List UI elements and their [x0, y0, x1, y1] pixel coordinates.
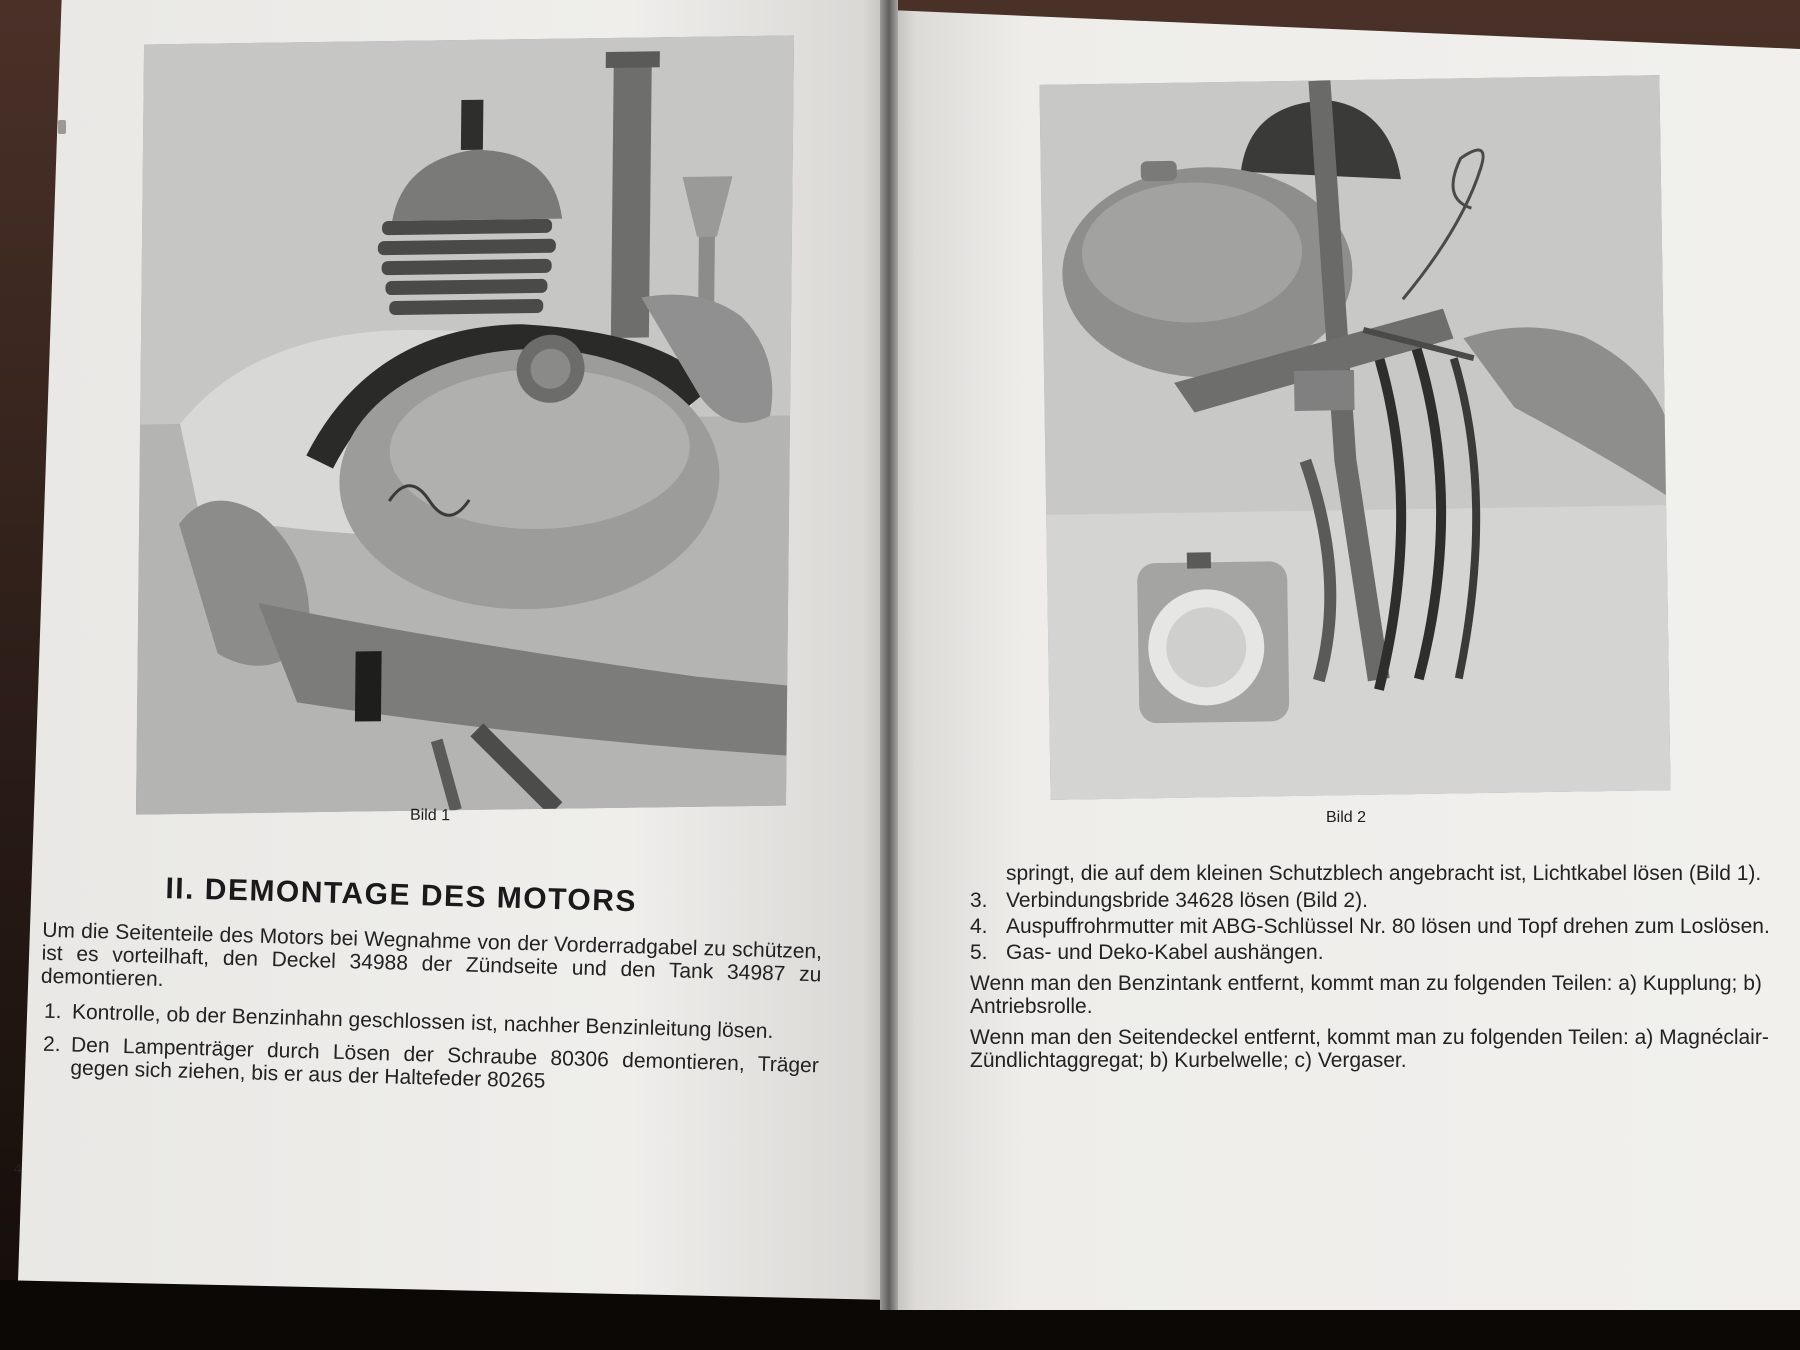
list-item	[970, 941, 1782, 964]
step-number: 2.	[42, 1032, 61, 1057]
figure-1-photo	[136, 35, 794, 814]
list-item	[970, 915, 1782, 938]
step-number: 1.	[43, 999, 62, 1024]
book-gutter	[880, 0, 898, 1310]
step-text: Verbindungsbride 34628 lösen (Bild 2).	[1006, 889, 1368, 912]
steps-list-left	[14, 999, 820, 1100]
step-number: 3.	[970, 889, 988, 912]
section-title: II. DEMONTAGE DES MOTORS	[165, 872, 638, 919]
figure-2-caption: Bild 2	[1326, 809, 1367, 826]
right-page-text	[970, 862, 1790, 1072]
step-text: Den Lampenträger durch Lösen der Schraube 80306 demontieren, Träger gegen sich ziehen, bis er aus der Haltefeder 80265	[70, 1033, 820, 1093]
page-number: 4	[14, 1160, 22, 1176]
steps-list-right	[970, 889, 1790, 964]
step-text: Auspuffrohrmutter mit ABG-Schlüssel Nr. 80 lösen und Topf drehen zum Loslösen.	[1006, 915, 1770, 938]
step-text: Gas- und Deko-Kabel aushängen.	[1006, 941, 1324, 964]
intro-paragraph: Um die Seitenteile des Motors bei Wegnahme von der Vorderradgabel zu schützen, ist es vorteilhaft, den Deckel 34988 der Zündseite und den Tank 34987 zu demontieren.	[40, 918, 823, 992]
side-cover-paragraph: Wenn man den Seitendeckel entfernt, kommt man zu folgenden Teilen: a) Magnéclair-Zündlichtaggregat; b) Kurbelwelle; c) Vergaser.	[970, 1026, 1769, 1072]
page-mark	[58, 120, 66, 134]
left-page-text	[14, 868, 823, 1110]
tank-removal-paragraph: Wenn man den Benzintank entfernt, kommt man zu folgenden Teilen: a) Kupplung; b) Antriebsrolle.	[970, 972, 1762, 1018]
step-number: 4.	[970, 915, 988, 938]
list-item	[970, 889, 1782, 912]
continuation-text: springt, die auf dem kleinen Schutzblech angebracht ist, Lichtkabel lösen (Bild 1).	[1006, 862, 1762, 885]
step-text: Kontrolle, ob der Benzinhahn geschlossen ist, nachher Benzinleitung lösen.	[71, 1000, 774, 1044]
figure-1-caption: Bild 1	[409, 806, 451, 825]
figure-2-photo	[1039, 75, 1670, 800]
list-item	[42, 1033, 819, 1101]
step-number: 5.	[970, 941, 988, 964]
